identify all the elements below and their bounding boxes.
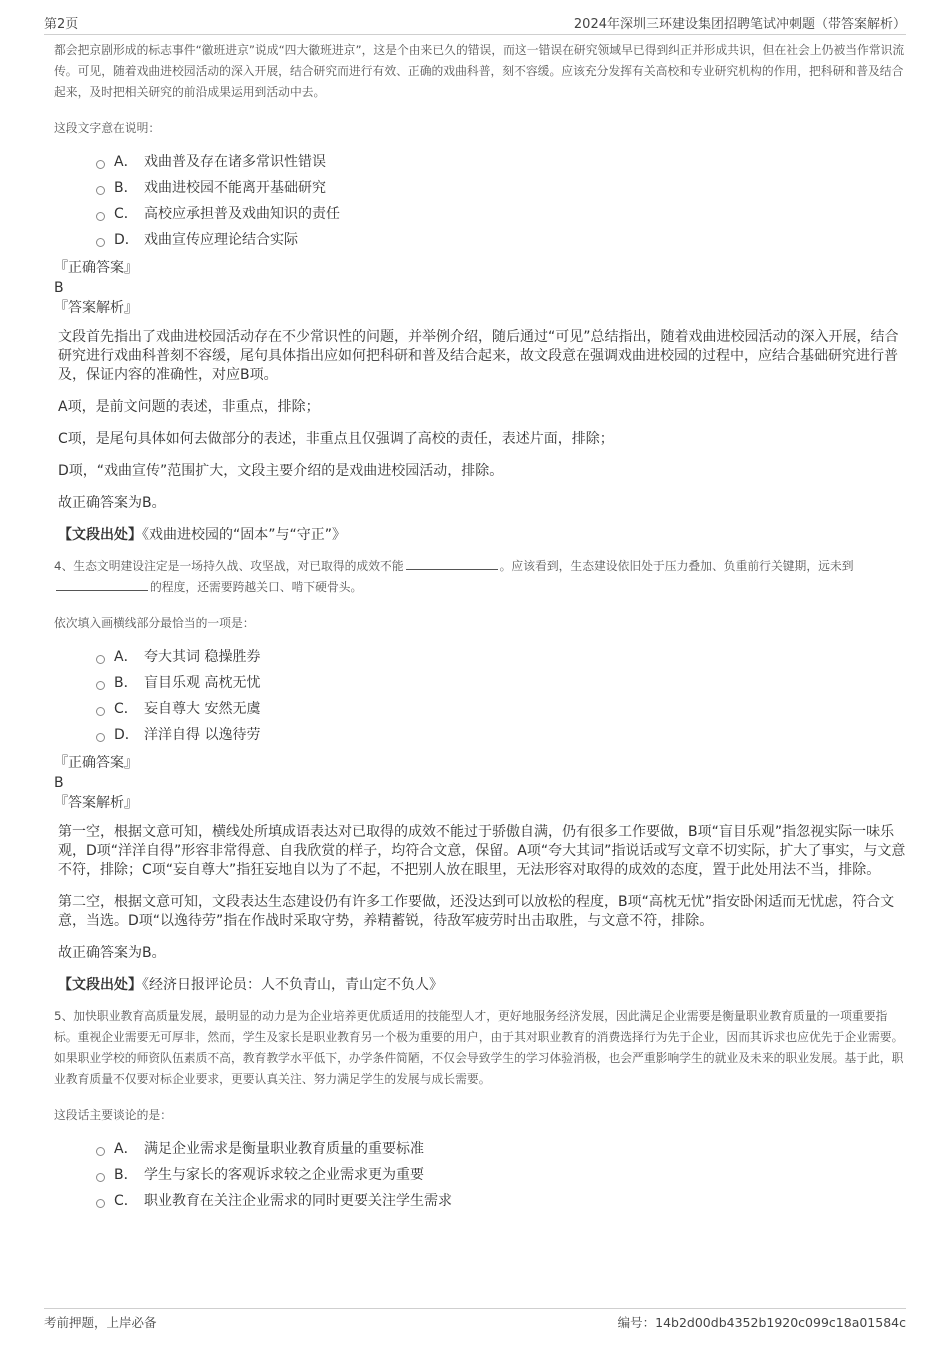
radio-icon[interactable]	[96, 1199, 105, 1208]
q4-analysis-para: 故正确答案为B。	[58, 945, 166, 961]
page-content	[54, 40, 906, 1213]
q5-prompt: 这段话主要谈论的是：	[54, 1108, 172, 1122]
q4-prompt: 依次填入画横线部分最恰当的一项是：	[54, 616, 255, 630]
radio-icon[interactable]	[96, 186, 105, 195]
footer-slogan: 考前押题，上岸必备	[44, 1315, 157, 1330]
q5-passage: 5、加快职业教育高质量发展，最明显的动力是为企业培养更优质适用的技能型人才，更好地服务经济发展，因此满足企业需要是衡量职业教育质量的一项重要指标。重视企业需要无可厚非，然而，学生及家长是职业教育另一个极为重要的用户，由于其对职业教育的消费选择行为先于企业，因而其诉求也应优先于企业需要。如果职业学校的师资队伍素质不高，教育教学水平低下，办学条件简陋，不仅会导致学生的学习体验消极，也会严重影响学生的就业及未来的职业发展。基于此，职业教育质量不仅要对标企业要求，更要认真关注、努力满足学生的发展与成长需要。	[54, 1009, 904, 1086]
q4-analysis-label: 『答案解析』	[54, 795, 138, 811]
q4-passage: 4、生态文明建设注定是一场持久战、攻坚战，对已取得的成效不能 。应该看到，生态建设依旧处于压力叠加、负重前行关键期，远未到的程度，还需要跨越关口、啃下硬骨头。	[54, 559, 854, 594]
page-header	[44, 10, 906, 35]
q5-options	[54, 1135, 906, 1213]
q4-analysis-para: 第一空，根据文意可知，横线处所填成语表达对已取得的成效不能过于骄傲自满，仍有很多工作要做，B项“盲目乐观”指忽视实际一味乐观，D项“洋洋自得”形容非常得意、自我欣赏的样子，均符合文意，保留。A项“夸大其词”指说话或写文章不切实际，扩大了事实，与文意不符，排除；C项“妄自尊大”指狂妄地自以为了不起，不把别人放在眼里，无法形容对取得的成效的态度，置于此处用法不当，排除。	[58, 824, 906, 878]
q3-option-a[interactable]: A． 戏曲普及存在诸多常识性错误	[54, 148, 906, 174]
q5-option-b[interactable]: B． 学生与家长的客观诉求较之企业需求更为重要	[54, 1161, 906, 1187]
q4-answer-label: 『正确答案』	[54, 755, 138, 771]
radio-icon[interactable]	[96, 681, 105, 690]
q4-option-c[interactable]: C． 妄自尊大 安然无虞	[54, 695, 906, 721]
radio-icon[interactable]	[96, 655, 105, 664]
radio-icon[interactable]	[96, 212, 105, 221]
q3-answer-label: 『正确答案』	[54, 260, 138, 276]
footer-code: 编号：14b2d00db4352b1920c099c18a01584c	[617, 1315, 906, 1330]
q4-option-d[interactable]: D． 洋洋自得 以逸待劳	[54, 721, 906, 747]
radio-icon[interactable]	[96, 707, 105, 716]
document-title: 2024年深圳三环建设集团招聘笔试冲刺题（带答案解析）	[573, 16, 906, 32]
q4-option-b[interactable]: B． 盲目乐观 高枕无忧	[54, 669, 906, 695]
q3-options	[54, 148, 906, 252]
q5-option-c[interactable]: C． 职业教育在关注企业需求的同时更要关注学生需求	[54, 1187, 906, 1213]
q3-option-d[interactable]: D． 戏曲宣传应理论结合实际	[54, 226, 906, 252]
q4-blank-1	[406, 557, 498, 570]
q4-source: 【文段出处】《经济日报评论员：人不负青山，青山定不负人》	[58, 977, 443, 993]
q3-analysis-para: D项，“戏曲宣传”范围扩大，文段主要介绍的是戏曲进校园活动，排除。	[58, 463, 504, 479]
radio-icon[interactable]	[96, 1147, 105, 1156]
q3-option-c[interactable]: C． 高校应承担普及戏曲知识的责任	[54, 200, 906, 226]
q4-analysis-para: 第二空，根据文意可知，文段表达生态建设仍有许多工作要做，还没达到可以放松的程度，B项“高枕无忧”指安卧闲适而无忧虑，符合文意，当选。D项“以逸待劳”指在作战时采取守势，养精蓄锐，待敌军疲劳时出击取胜，与文意不符，排除。	[58, 894, 895, 929]
q5-option-a[interactable]: A． 满足企业需求是衡量职业教育质量的重要标准	[54, 1135, 906, 1161]
q3-option-b[interactable]: B． 戏曲进校园不能离开基础研究	[54, 174, 906, 200]
q3-analysis-para: 故正确答案为B。	[58, 495, 166, 511]
q3-passage: 都会把京剧形成的标志事件“徽班进京”说成“四大徽班进京”，这是个由来已久的错误，而这一错误在研究领域早已得到纠正并形成共识，但在社会上仍被当作常识流传。可见，随着戏曲进校园活动的深入开展，结合研究而进行有效、正确的戏曲科普，刻不容缓。应该充分发挥有关高校和专业研究机构的作用，把科研和普及结合起来，及时把相关研究的前沿成果运用到活动中去。	[54, 43, 905, 99]
q3-analysis-label: 『答案解析』	[54, 300, 138, 316]
q3-answer: B	[54, 280, 64, 296]
radio-icon[interactable]	[96, 1173, 105, 1182]
page-number: 第2页	[44, 16, 79, 32]
q4-blank-2	[56, 578, 148, 591]
q4-answer: B	[54, 775, 64, 791]
q3-analysis-para: A项，是前文问题的表述，非重点，排除；	[58, 399, 320, 415]
page-footer	[44, 1308, 906, 1335]
q3-source: 【文段出处】《戏曲进校园的“固本”与“守正”》	[58, 527, 347, 543]
q4-options	[54, 643, 906, 747]
radio-icon[interactable]	[96, 238, 105, 247]
radio-icon[interactable]	[96, 160, 105, 169]
q4-option-a[interactable]: A． 夸大其词 稳操胜券	[54, 643, 906, 669]
q3-analysis-para: 文段首先指出了戏曲进校园活动存在不少常识性的问题，并举例介绍，随后通过“可见”总结指出，随着戏曲进校园活动的深入开展，结合研究进行戏曲科普刻不容缓，尾句具体指出应如何把科研和普及结合起来，故文段意在强调戏曲进校园的过程中，应结合基础研究进行普及，保证内容的准确性，对应B项。	[58, 329, 899, 383]
radio-icon[interactable]	[96, 733, 105, 742]
q3-analysis-para: C项，是尾句具体如何去做部分的表述，非重点且仅强调了高校的责任，表述片面，排除；	[58, 431, 614, 447]
q3-prompt: 这段文字意在说明：	[54, 121, 161, 135]
